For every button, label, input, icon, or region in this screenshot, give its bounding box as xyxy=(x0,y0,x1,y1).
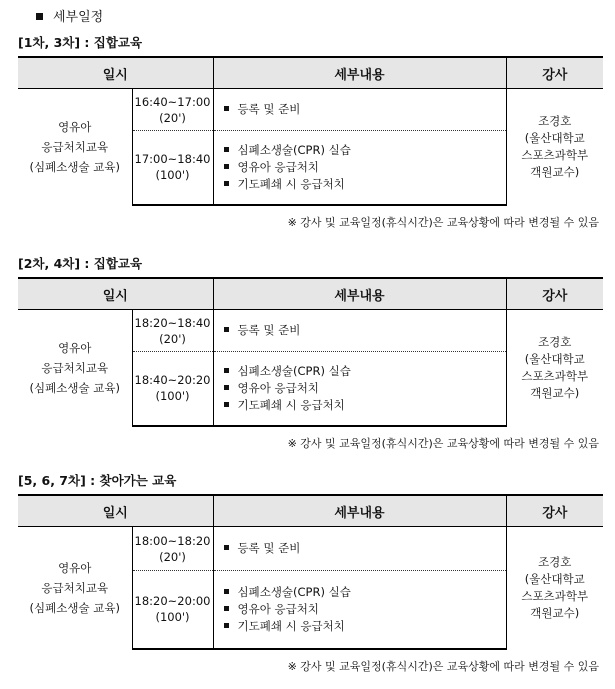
course-cell xyxy=(18,310,132,426)
content-cell xyxy=(213,571,506,649)
instructor-line: 객원교수) xyxy=(530,164,580,179)
content-cell xyxy=(213,89,506,131)
instructor-line: 스포츠과학부 xyxy=(521,588,589,603)
course-cell xyxy=(18,527,132,649)
schedule-note-1: ※ 강사 및 교육일정(휴식시간)은 교육상황에 따라 변경될 수 있음 xyxy=(287,216,599,229)
time-duration: (100') xyxy=(155,610,190,625)
time-range: 18:20~18:40 xyxy=(134,315,211,330)
column-header-details: 세부내용 xyxy=(213,57,506,89)
content-cell xyxy=(213,131,506,205)
course-line: 영유아 xyxy=(58,119,92,134)
time-duration: (20') xyxy=(159,331,186,346)
course-line: (심폐소생술 교육) xyxy=(29,159,120,174)
course-cell xyxy=(18,89,132,205)
heading-text: 세부일정 xyxy=(53,10,104,25)
time-duration: (100') xyxy=(155,168,190,183)
content-item: 등록 및 준비 xyxy=(224,101,506,118)
content-item: 등록 및 준비 xyxy=(224,540,506,557)
schedule-note-2: ※ 강사 및 교육일정(휴식시간)은 교육상황에 따라 변경될 수 있음 xyxy=(287,437,599,450)
content-item: 기도폐쇄 시 응급처치 xyxy=(224,176,506,193)
content-item: 기도폐쇄 시 응급처치 xyxy=(224,618,506,635)
column-header-datetime: 일시 xyxy=(18,57,213,89)
content-item: 영유아 응급처치 xyxy=(224,380,506,397)
column-header-datetime: 일시 xyxy=(18,278,213,310)
schedule-table-3 xyxy=(18,494,603,650)
instructor-line: 스포츠과학부 xyxy=(521,368,589,383)
column-header-instructor: 강사 xyxy=(506,57,603,89)
content-item: 영유아 응급처치 xyxy=(224,601,506,618)
instructor-line: (울산대학교 xyxy=(524,351,585,366)
content-item: 심폐소생술(CPR) 실습 xyxy=(224,142,506,159)
time-cell xyxy=(132,131,213,205)
instructor-line: 조경호 xyxy=(538,113,572,128)
content-item: 영유아 응급처치 xyxy=(224,159,506,176)
content-item: 등록 및 준비 xyxy=(224,322,506,339)
time-range: 17:00~18:40 xyxy=(134,152,211,167)
column-header-details: 세부내용 xyxy=(213,278,506,310)
course-line: 영유아 xyxy=(58,340,92,355)
course-line: 응급처치교육 xyxy=(41,139,109,154)
instructor-line: 조경호 xyxy=(538,554,572,569)
time-range: 18:20~20:00 xyxy=(134,594,211,609)
column-header-datetime: 일시 xyxy=(18,495,213,527)
time-cell xyxy=(132,527,213,571)
time-cell xyxy=(132,352,213,426)
content-cell xyxy=(213,527,506,571)
instructor-line: 스포츠과학부 xyxy=(521,147,589,162)
section-title-1: [1차, 3차] : 집합교육 xyxy=(18,35,143,50)
instructor-cell xyxy=(506,310,603,426)
course-line: (심폐소생술 교육) xyxy=(29,600,120,615)
course-line: 영유아 xyxy=(58,560,92,575)
instructor-cell xyxy=(506,527,603,649)
page-heading xyxy=(36,6,103,25)
instructor-cell xyxy=(506,89,603,205)
column-header-details: 세부내용 xyxy=(213,495,506,527)
time-cell xyxy=(132,571,213,649)
instructor-line: (울산대학교 xyxy=(524,571,585,586)
time-cell xyxy=(132,310,213,352)
content-cell xyxy=(213,310,506,352)
instructor-line: 조경호 xyxy=(538,334,572,349)
instructor-line: (울산대학교 xyxy=(524,130,585,145)
column-header-instructor: 강사 xyxy=(506,278,603,310)
course-line: (심폐소생술 교육) xyxy=(29,380,120,395)
content-item: 기도폐쇄 시 응급처치 xyxy=(224,397,506,414)
time-range: 18:40~20:20 xyxy=(134,373,211,388)
schedule-note-3: ※ 강사 및 교육일정(휴식시간)은 교육상황에 따라 변경될 수 있음 xyxy=(287,660,599,673)
content-cell xyxy=(213,352,506,426)
course-line: 응급처치교육 xyxy=(41,580,109,595)
column-header-instructor: 강사 xyxy=(506,495,603,527)
course-line: 응급처치교육 xyxy=(41,360,109,375)
time-cell xyxy=(132,89,213,131)
time-duration: (20') xyxy=(159,549,186,564)
time-range: 18:00~18:20 xyxy=(134,533,211,548)
instructor-line: 객원교수) xyxy=(530,385,580,400)
instructor-line: 객원교수) xyxy=(530,605,580,620)
section-title-3: [5, 6, 7차] : 찾아가는 교육 xyxy=(18,473,177,488)
schedule-table-2 xyxy=(18,277,603,427)
section-title-2: [2차, 4차] : 집합교육 xyxy=(18,256,143,271)
time-range: 16:40~17:00 xyxy=(134,94,211,109)
time-duration: (100') xyxy=(155,389,190,404)
schedule-table-1 xyxy=(18,56,603,206)
content-item: 심폐소생술(CPR) 실습 xyxy=(224,584,506,601)
square-bullet-icon xyxy=(36,13,43,20)
content-item: 심폐소생술(CPR) 실습 xyxy=(224,363,506,380)
time-duration: (20') xyxy=(159,110,186,125)
